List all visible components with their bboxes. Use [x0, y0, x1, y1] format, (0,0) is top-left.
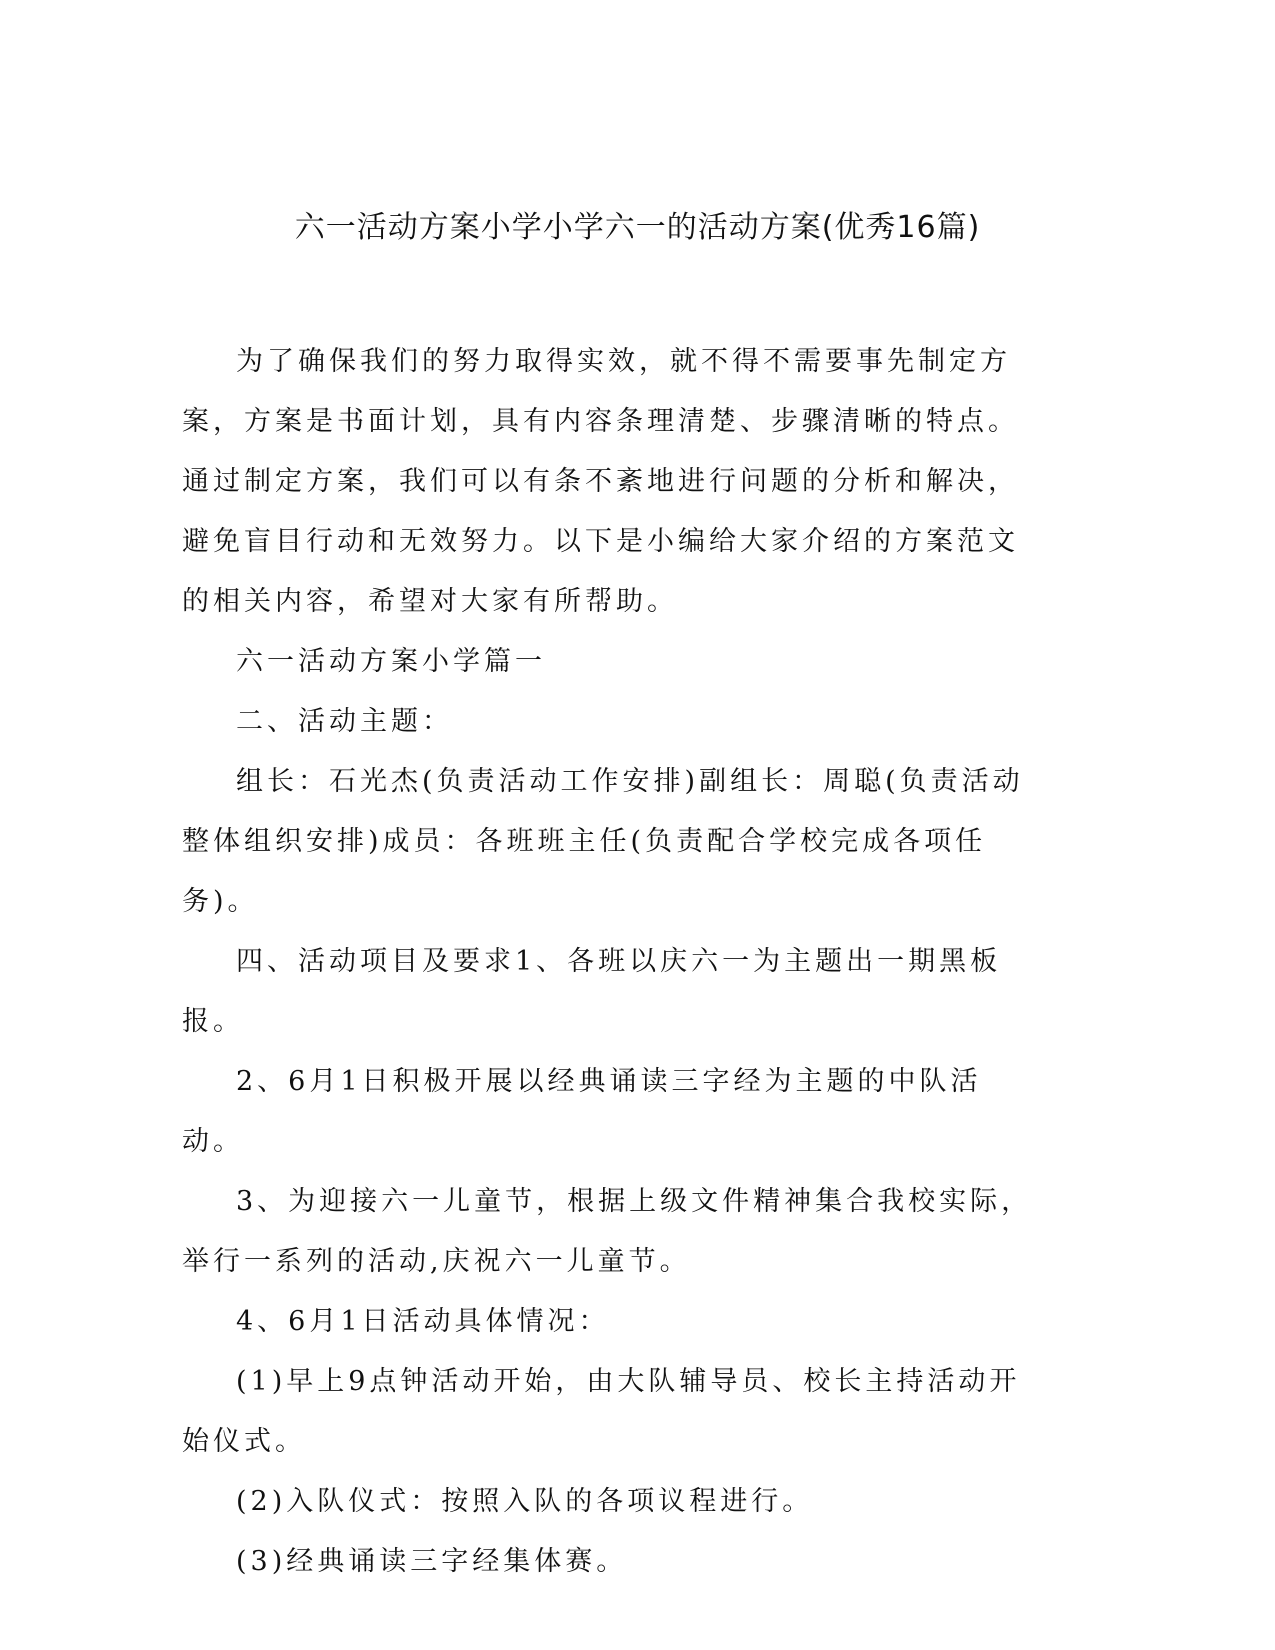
document-title: 六一活动方案小学小学六一的活动方案(优秀16篇): [294, 210, 981, 245]
section-heading-part-one: 六一活动方案小学篇一: [236, 646, 546, 677]
organizer-paragraph: 组长：石光杰(负责活动工作安排)副组长：周聪(负责活动整体组织安排)成员：各班班主任(负责配合学校完成各项任务)。: [182, 766, 1024, 917]
activity-detail-3: (3)经典诵读三字经集体赛。: [236, 1546, 628, 1577]
activity-item-2: 2、6月1日积极开展以经典诵读三字经为主题的中队活动。: [182, 1066, 982, 1157]
activity-detail-2: (2)入队仪式：按照入队的各项议程进行。: [236, 1486, 814, 1517]
activity-item-3: 3、为迎接六一儿童节，根据上级文件精神集合我校实际，举行一系列的活动,庆祝六一儿童节。: [182, 1186, 1033, 1277]
intro-paragraph: 为了确保我们的努力取得实效，就不得不需要事先制定方案，方案是书面计划，具有内容条理清楚、步骤清晰的特点。通过制定方案，我们可以有条不紊地进行问题的分析和解决，避免盲目行动和无效努力。以下是小编给大家介绍的方案范文的相关内容，希望对大家有所帮助。: [182, 346, 1019, 617]
activity-item-1: 四、活动项目及要求1、各班以庆六一为主题出一期黑板报。: [182, 946, 1002, 1037]
section-heading-theme: 二、活动主题：: [236, 706, 453, 737]
activity-detail-1: (1)早上9点钟活动开始，由大队辅导员、校长主持活动开始仪式。: [182, 1366, 1021, 1457]
activity-item-4: 4、6月1日活动具体情况：: [236, 1306, 610, 1337]
document-body: [182, 332, 1042, 1592]
